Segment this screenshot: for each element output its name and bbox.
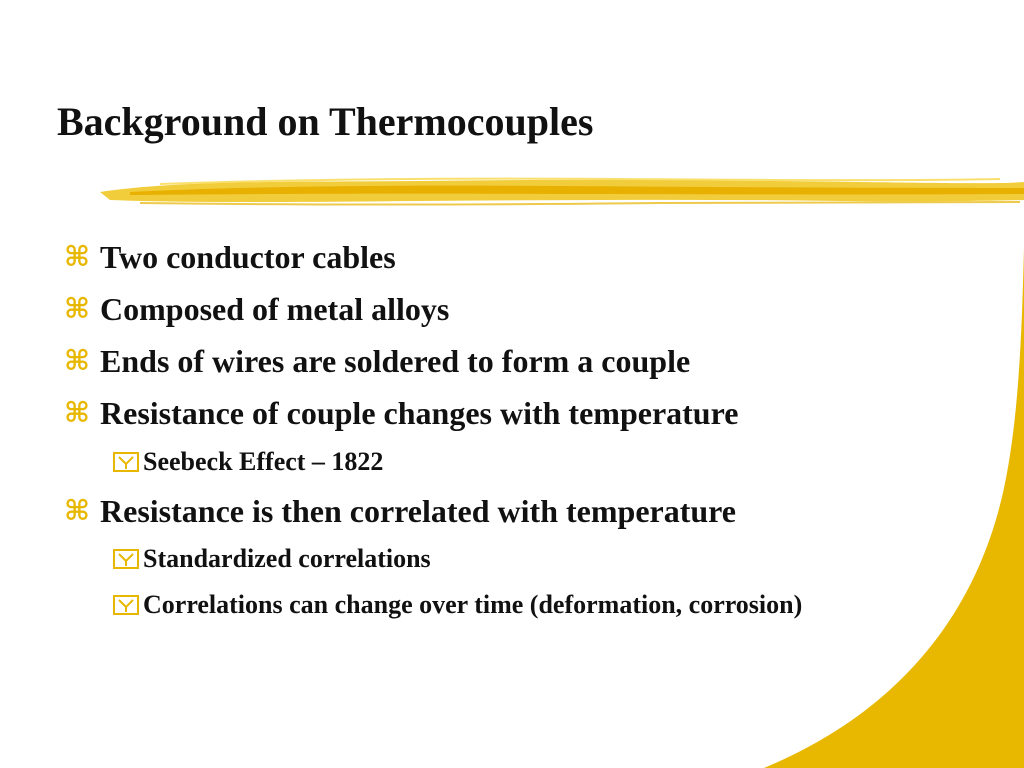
- command-symbol-icon: ⌘: [64, 292, 90, 325]
- sub-bullet-item: [113, 543, 431, 575]
- command-symbol-icon: ⌘: [64, 344, 90, 377]
- command-symbol-icon: ⌘: [64, 494, 90, 527]
- bullet-item: [64, 394, 738, 432]
- bullet-text: Composed of metal alloys: [100, 291, 450, 327]
- checkbox-y-icon: [113, 549, 139, 569]
- command-symbol-icon: ⌘: [64, 240, 90, 273]
- sub-bullet-text: Seebeck Effect – 1822: [143, 447, 384, 476]
- bullet-text: Ends of wires are soldered to form a couple: [100, 343, 691, 379]
- sub-bullet-item: [113, 446, 383, 478]
- sub-bullet-item: [113, 589, 906, 621]
- checkbox-y-icon: [113, 452, 139, 472]
- sub-bullet-text: Correlations can change over time (deformation, corrosion): [143, 590, 803, 619]
- bullet-text: Resistance of couple changes with temperature: [100, 395, 739, 431]
- bullet-item: [64, 342, 690, 380]
- bullet-item: [64, 238, 396, 276]
- bullet-text: Two conductor cables: [100, 239, 396, 275]
- sub-bullet-text: Standardized correlations: [143, 544, 431, 573]
- bullet-item: [64, 492, 736, 530]
- bullet-item: [64, 290, 449, 328]
- slide-title: Background on Thermocouples: [57, 99, 594, 144]
- bullet-text: Resistance is then correlated with temperature: [100, 493, 736, 529]
- checkbox-y-icon: [113, 595, 139, 615]
- command-symbol-icon: ⌘: [64, 396, 90, 429]
